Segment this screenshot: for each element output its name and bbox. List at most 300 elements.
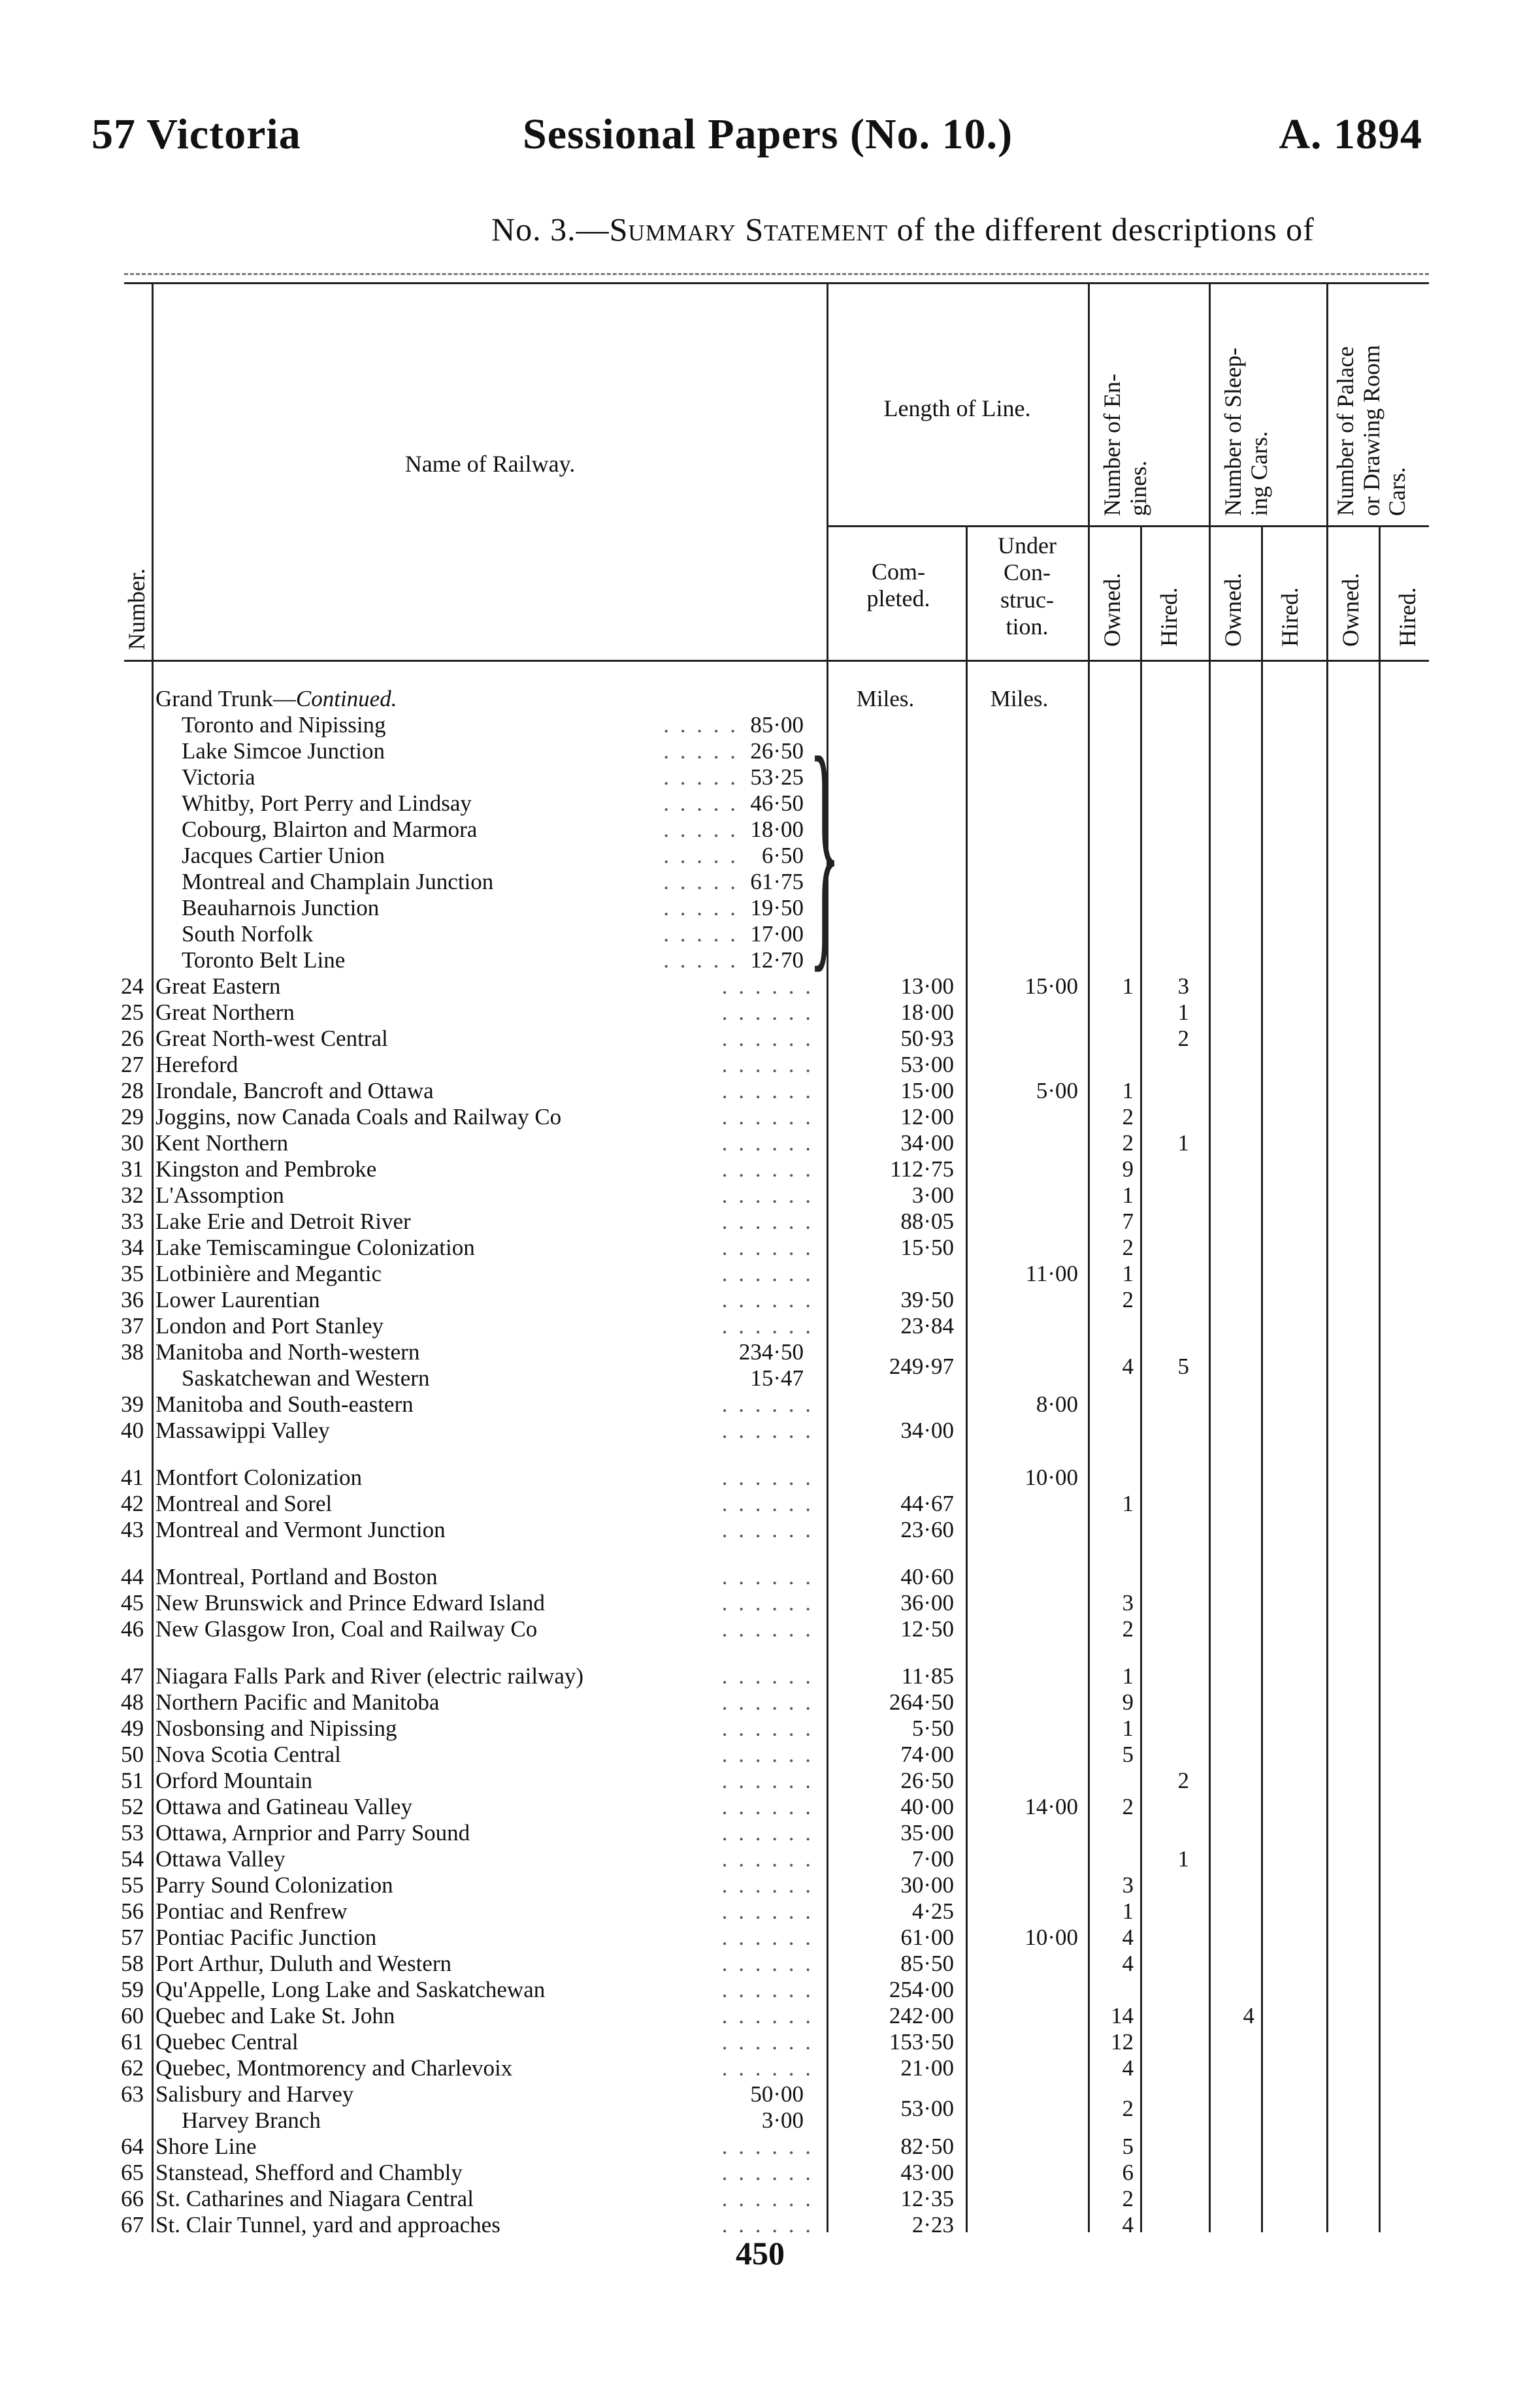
header-rule — [124, 273, 1429, 275]
miles-completed: 34·00 — [900, 1130, 954, 1156]
leader-dots: . . . . . . — [721, 1768, 813, 1793]
col-header-eng-hired: Hired. — [1156, 587, 1182, 647]
units-completed: Miles. — [856, 686, 915, 711]
leader-dots: . . . . . . — [721, 1794, 813, 1819]
branch-row — [0, 921, 1540, 947]
leader-dots: . . . . . . — [721, 1616, 813, 1642]
row-number: 48 — [121, 1689, 144, 1715]
miles-construction: 5·00 — [1036, 1078, 1078, 1103]
leader-dots: . . . . . . — [721, 1209, 813, 1234]
railway-name: New Brunswick and Prince Edward Island — [156, 1590, 545, 1616]
table-row — [0, 1616, 1540, 1642]
railway-name: Lake Temiscamingue Colonization — [156, 1235, 475, 1260]
leader-dots: . . . . . — [663, 817, 738, 842]
branch-name: Montreal and Champlain Junction — [182, 869, 494, 894]
row-number: 47 — [121, 1663, 144, 1689]
railway-name: Quebec Central — [156, 2029, 299, 2055]
row-number: 55 — [121, 1872, 144, 1898]
miles-completed: 3·00 — [911, 1182, 954, 1208]
units-construction: Miles. — [990, 686, 1049, 711]
miles-construction: 15·00 — [1024, 973, 1078, 999]
table-row — [0, 1742, 1540, 1768]
table-row-continuation — [0, 1365, 1540, 1391]
miles-completed: 13·00 — [900, 973, 954, 999]
branch-miles: 85·00 — [750, 712, 804, 738]
row-number: 66 — [121, 2186, 144, 2211]
branch-name: Whitby, Port Perry and Lindsay — [182, 790, 472, 816]
miles-completed: 12·00 — [900, 1104, 954, 1130]
railway-name: Kingston and Pembroke — [156, 1156, 377, 1182]
leader-dots: . . . . . — [663, 790, 738, 816]
branch-miles: 17·00 — [750, 921, 804, 947]
col-header-name: Name of Railway. — [404, 451, 576, 477]
leader-dots: . . . . . . — [721, 1925, 813, 1950]
col-header-completed: Com- pleted. — [866, 559, 930, 612]
miles-completed: 249·97 — [889, 1354, 954, 1379]
leader-dots: . . . . . . — [721, 2134, 813, 2159]
engines-owned: 2 — [1122, 1616, 1134, 1642]
table-row — [0, 1846, 1540, 1872]
branch-row — [0, 764, 1540, 790]
engines-owned: 4 — [1122, 1925, 1134, 1950]
row-number: 49 — [121, 1716, 144, 1741]
railway-name: L'Assomption — [156, 1182, 284, 1208]
header-left: 57 Victoria — [91, 110, 301, 158]
table-row — [0, 1156, 1540, 1182]
table-row — [0, 1898, 1540, 1925]
miles-completed: 2·23 — [911, 2212, 954, 2237]
engines-owned: 1 — [1122, 1663, 1134, 1689]
row-number: 54 — [121, 1846, 144, 1872]
miles-completed: 15·50 — [900, 1235, 954, 1260]
table-row — [0, 1689, 1540, 1716]
row-number: 45 — [121, 1590, 144, 1616]
miles-completed: 44·67 — [900, 1491, 954, 1516]
engines-hired: 3 — [1177, 973, 1189, 999]
col-header-palace-hired: Hired. — [1394, 587, 1420, 647]
row-number: 28 — [121, 1078, 144, 1103]
leader-dots: . . . . . . — [721, 1000, 813, 1025]
engines-owned: 1 — [1122, 973, 1134, 999]
engines-owned: 2 — [1122, 2096, 1134, 2121]
row-number: 41 — [121, 1465, 144, 1490]
branch-name: Cobourg, Blairton and Marmora — [182, 817, 478, 842]
col-header-palace: Number of Palace or Drawing Room Cars. — [1332, 345, 1411, 516]
railway-name: New Glasgow Iron, Coal and Railway Co — [156, 1616, 538, 1642]
table-row — [0, 1564, 1540, 1590]
railway-name: Manitoba and North-western — [156, 1339, 420, 1365]
miles-completed: 5·50 — [911, 1716, 954, 1741]
row-number: 67 — [121, 2212, 144, 2237]
miles-completed: 40·00 — [900, 1794, 954, 1819]
railway-name: Ottawa and Gatineau Valley — [156, 1794, 412, 1819]
table-row — [0, 2160, 1540, 2186]
miles-completed: 112·75 — [890, 1156, 954, 1182]
railway-name: Montreal and Sorel — [156, 1491, 333, 1516]
branch-miles: 18·00 — [750, 817, 804, 842]
miles-completed: 11·85 — [901, 1663, 954, 1689]
table-row — [0, 1235, 1540, 1261]
railway-name: Great Eastern — [156, 973, 281, 999]
engines-owned: 6 — [1122, 2160, 1134, 2185]
sub-miles: 15·47 — [750, 1365, 804, 1391]
table-row — [0, 1391, 1540, 1418]
row-number: 61 — [121, 2029, 144, 2055]
branch-name: Toronto and Nipissing — [182, 712, 386, 738]
row-number: 30 — [121, 1130, 144, 1156]
col-header-engines: Number of En- gines. — [1099, 374, 1151, 516]
row-number: 65 — [121, 2160, 144, 2185]
engines-owned: 4 — [1122, 2055, 1134, 2081]
engines-owned: 9 — [1122, 1156, 1134, 1182]
row-number: 56 — [121, 1898, 144, 1924]
row-number: 44 — [121, 1564, 144, 1589]
row-number: 46 — [121, 1616, 144, 1642]
row-number: 35 — [121, 1261, 144, 1286]
table-row — [0, 1313, 1540, 1339]
row-number: 50 — [121, 1742, 144, 1767]
engines-owned: 2 — [1122, 1235, 1134, 1260]
engines-owned: 1 — [1122, 1182, 1134, 1208]
row-number: 63 — [121, 2081, 144, 2107]
table-row — [0, 2003, 1540, 2029]
col-header-sleep-owned: Owned. — [1220, 573, 1246, 647]
table-row-continuation — [0, 2107, 1540, 2134]
engines-owned: 2 — [1122, 1794, 1134, 1819]
leader-dots: . . . . . . — [721, 2055, 813, 2081]
miles-completed: 53·00 — [900, 2096, 954, 2121]
miles-completed: 35·00 — [900, 1820, 954, 1846]
leader-dots: . . . . . . — [721, 1742, 813, 1767]
col-header-eng-owned: Owned. — [1099, 573, 1125, 647]
branch-brace: } — [809, 704, 840, 994]
table-row — [0, 1951, 1540, 1977]
miles-completed: 85·50 — [900, 1951, 954, 1976]
col-header-length: Length of Line. — [883, 395, 1031, 421]
col-header-sleep-hired: Hired. — [1277, 587, 1303, 647]
row-number: 24 — [121, 973, 144, 999]
header-right: A. 1894 — [1279, 110, 1422, 158]
row-number: 42 — [121, 1491, 144, 1516]
row-number: 64 — [121, 2134, 144, 2159]
miles-construction: 14·00 — [1024, 1794, 1078, 1819]
railway-name: Montfort Colonization — [156, 1465, 362, 1490]
engines-owned: 1 — [1122, 1491, 1134, 1516]
row-number: 57 — [121, 1925, 144, 1950]
miles-completed: 61·00 — [900, 1925, 954, 1950]
leader-dots: . . . . . . — [721, 1716, 813, 1741]
leader-dots: . . . . . — [663, 895, 738, 920]
railway-name: Stanstead, Shefford and Chambly — [156, 2160, 463, 2185]
table-row — [0, 1078, 1540, 1104]
row-number: 51 — [121, 1768, 144, 1793]
engines-owned: 1 — [1122, 1261, 1134, 1286]
engines-owned: 7 — [1122, 1209, 1134, 1234]
leader-dots: . . . . . . — [721, 1663, 813, 1689]
railway-name: Montreal, Portland and Boston — [156, 1564, 438, 1589]
miles-completed: 153·50 — [889, 2029, 954, 2055]
branch-row — [0, 947, 1540, 973]
engines-owned: 4 — [1122, 1951, 1134, 1976]
railway-name: Qu'Appelle, Long Lake and Saskatchewan — [156, 1977, 546, 2002]
leader-dots: . . . . . . — [721, 1156, 813, 1182]
miles-completed: 12·50 — [900, 1616, 954, 1642]
railway-name: Lake Erie and Detroit River — [156, 1209, 411, 1234]
row-number: 34 — [121, 1235, 144, 1260]
leader-dots: . . . . . . — [721, 1235, 813, 1260]
leader-dots: . . . . . — [663, 738, 738, 764]
branch-miles: 26·50 — [750, 738, 804, 764]
col-header-number: Number. — [123, 568, 150, 650]
row-number: 40 — [121, 1418, 144, 1443]
table-row — [0, 1716, 1540, 1742]
row-number: 38 — [121, 1339, 144, 1365]
leader-dots: . . . . . . — [721, 1564, 813, 1589]
table-row — [0, 2186, 1540, 2212]
branch-row — [0, 817, 1540, 843]
row-number: 32 — [121, 1182, 144, 1208]
leader-dots: . . . . . — [663, 947, 738, 973]
branch-miles: 46·50 — [750, 790, 804, 816]
table-row — [0, 1130, 1540, 1156]
branch-name: Victoria — [182, 764, 255, 790]
leader-dots: . . . . . . — [721, 1590, 813, 1616]
table-row — [0, 1517, 1540, 1543]
leader-dots: . . . . . . — [721, 1104, 813, 1130]
leader-dots: . . . . . . — [721, 1846, 813, 1872]
railway-name: Great North-west Central — [156, 1026, 388, 1051]
leader-dots: . . . . . . — [721, 1052, 813, 1077]
miles-completed: 34·00 — [900, 1418, 954, 1443]
row-number: 29 — [121, 1104, 144, 1130]
miles-construction: 11·00 — [1025, 1261, 1078, 1286]
header-bottom-rule — [124, 660, 1429, 662]
row-number: 62 — [121, 2055, 144, 2081]
branch-miles: 53·25 — [750, 764, 804, 790]
miles-completed: 18·00 — [900, 1000, 954, 1025]
col-header-sleeping: Number of Sleep- ing Cars. — [1220, 348, 1272, 516]
group-header-row — [0, 686, 1540, 712]
table-row — [0, 2029, 1540, 2055]
branch-row — [0, 843, 1540, 869]
miles-completed: 242·00 — [889, 2003, 954, 2028]
railway-name: Lower Laurentian — [156, 1287, 320, 1312]
table-row — [0, 1872, 1540, 1898]
table-top-rule — [124, 282, 1429, 284]
engines-hired: 1 — [1177, 1000, 1189, 1025]
engines-hired: 1 — [1177, 1130, 1189, 1156]
branch-row — [0, 712, 1540, 738]
railway-name: Joggins, now Canada Coals and Railway Co — [156, 1104, 562, 1130]
miles-completed: 23·60 — [900, 1517, 954, 1542]
miles-completed: 7·00 — [911, 1846, 954, 1872]
table-row — [0, 1287, 1540, 1313]
subtitle-smallcaps: Summary Statement — [609, 211, 889, 248]
table-row — [0, 1590, 1540, 1616]
row-number: 25 — [121, 1000, 144, 1025]
leader-dots: . . . . . . — [721, 1820, 813, 1846]
row-number: 52 — [121, 1794, 144, 1819]
branch-name: South Norfolk — [182, 921, 314, 947]
engines-hired: 5 — [1177, 1354, 1189, 1379]
subtitle-suffix: of the different descriptions of — [888, 211, 1315, 248]
miles-completed: 36·00 — [900, 1590, 954, 1616]
row-number: 37 — [121, 1313, 144, 1339]
engines-owned: 5 — [1122, 2134, 1134, 2159]
leader-dots: . . . . . . — [721, 1491, 813, 1516]
leader-dots: . . . . . . — [721, 1898, 813, 1924]
leader-dots: . . . . . . — [721, 1391, 813, 1417]
branch-name: Jacques Cartier Union — [182, 843, 385, 868]
leader-dots: . . . . . . — [721, 2212, 813, 2237]
miles-construction: 10·00 — [1024, 1925, 1078, 1950]
miles-completed: 50·93 — [900, 1026, 954, 1051]
row-number: 26 — [121, 1026, 144, 1051]
railway-name: Massawippi Valley — [156, 1418, 330, 1443]
miles-construction: 8·00 — [1036, 1391, 1078, 1417]
row-number: 43 — [121, 1517, 144, 1542]
miles-completed: 4·25 — [911, 1898, 954, 1924]
engines-owned: 9 — [1122, 1689, 1134, 1715]
leader-dots: . . . . . . — [721, 1465, 813, 1490]
leader-dots: . . . . . . — [721, 1689, 813, 1715]
leader-dots: . . . . . . — [721, 2003, 813, 2028]
miles-completed: 43·00 — [900, 2160, 954, 2185]
leader-dots: . . . . . . — [721, 1872, 813, 1898]
leader-dots: . . . . . . — [721, 1517, 813, 1542]
railway-name: Lotbinière and Megantic — [156, 1261, 382, 1286]
railway-name: Pontiac Pacific Junction — [156, 1925, 377, 1950]
row-number: 60 — [121, 2003, 144, 2028]
miles-completed: 26·50 — [900, 1768, 954, 1793]
railway-name: Shore Line — [156, 2134, 257, 2159]
table-row — [0, 2134, 1540, 2160]
railway-name: Quebec and Lake St. John — [156, 2003, 395, 2028]
railway-name: Salisbury and Harvey — [156, 2081, 354, 2107]
table-row — [0, 2055, 1540, 2081]
railway-name: Harvey Branch — [182, 2107, 321, 2133]
table-row — [0, 973, 1540, 1000]
miles-completed: 53·00 — [900, 1052, 954, 1077]
leader-dots: . . . . . — [663, 921, 738, 947]
railway-name: Pontiac and Renfrew — [156, 1898, 348, 1924]
railway-name: Northern Pacific and Manitoba — [156, 1689, 440, 1715]
railway-name: Manitoba and South-eastern — [156, 1391, 414, 1417]
railway-name: London and Port Stanley — [156, 1313, 384, 1339]
engines-owned: 2 — [1122, 2186, 1134, 2211]
leader-dots: . . . . . . — [721, 1287, 813, 1312]
leader-dots: . . . . . — [663, 843, 738, 868]
miles-construction: 10·00 — [1024, 1465, 1078, 1490]
branch-row — [0, 738, 1540, 764]
miles-completed: 15·00 — [900, 1078, 954, 1103]
miles-completed: 39·50 — [900, 1287, 954, 1312]
row-number: 31 — [121, 1156, 144, 1182]
engines-hired: 2 — [1177, 1026, 1189, 1051]
railway-name: Irondale, Bancroft and Ottawa — [156, 1078, 434, 1103]
railway-name: Quebec, Montmorency and Charlevoix — [156, 2055, 513, 2081]
group-title-continued: Continued. — [295, 686, 397, 711]
branch-name: Lake Simcoe Junction — [182, 738, 385, 764]
leader-dots: . . . . . . — [721, 1977, 813, 2002]
table-row — [0, 1182, 1540, 1209]
subheader-rule — [827, 525, 1429, 527]
railway-name: Nosbonsing and Nipissing — [156, 1716, 397, 1741]
railway-name: Orford Mountain — [156, 1768, 313, 1793]
engines-owned: 3 — [1122, 1590, 1134, 1616]
railway-name: Port Arthur, Duluth and Western — [156, 1951, 452, 1976]
engines-owned: 5 — [1122, 1742, 1134, 1767]
page-number: 450 — [736, 2235, 785, 2271]
leader-dots: . . . . . . — [721, 973, 813, 999]
leader-dots: . . . . . . — [721, 2160, 813, 2185]
railway-name: Niagara Falls Park and River (electric railway) — [156, 1663, 584, 1689]
leader-dots: . . . . . — [663, 869, 738, 894]
row-number: 27 — [121, 1052, 144, 1077]
engines-owned: 1 — [1122, 1716, 1134, 1741]
miles-completed: 30·00 — [900, 1872, 954, 1898]
leader-dots: . . . . . . — [721, 1261, 813, 1286]
row-number: 59 — [121, 1977, 144, 2002]
miles-completed: 40·60 — [900, 1564, 954, 1589]
railway-name: Montreal and Vermont Junction — [156, 1517, 446, 1542]
miles-completed: 88·05 — [900, 1209, 954, 1234]
sub-miles: 3·00 — [761, 2107, 804, 2133]
table-row — [0, 1104, 1540, 1130]
table-row — [0, 1663, 1540, 1689]
railway-name: Ottawa, Arnprior and Parry Sound — [156, 1820, 470, 1846]
table-row — [0, 1768, 1540, 1794]
leader-dots: . . . . . . — [721, 2186, 813, 2211]
railway-name: Saskatchewan and Western — [182, 1365, 430, 1391]
branch-miles: 19·50 — [750, 895, 804, 920]
leader-dots: . . . . . — [663, 712, 738, 738]
subtitle-prefix: No. 3.— — [491, 211, 610, 248]
table-row — [0, 1000, 1540, 1026]
engines-owned: 2 — [1122, 1104, 1134, 1130]
branch-row — [0, 790, 1540, 817]
table-row — [0, 1977, 1540, 2003]
railway-name: St. Clair Tunnel, yard and approaches — [156, 2212, 500, 2237]
railway-name: Kent Northern — [156, 1130, 289, 1156]
engines-owned: 2 — [1122, 1287, 1134, 1312]
railway-name: Nova Scotia Central — [156, 1742, 341, 1767]
miles-completed: 82·50 — [900, 2134, 954, 2159]
engines-owned: 1 — [1122, 1898, 1134, 1924]
table-row — [0, 1026, 1540, 1052]
branch-row — [0, 895, 1540, 921]
railway-name: Ottawa Valley — [156, 1846, 286, 1872]
row-number: 33 — [121, 1209, 144, 1234]
branch-miles: 6·50 — [761, 843, 804, 868]
row-number: 53 — [121, 1820, 144, 1846]
leader-dots: . . . . . . — [721, 1026, 813, 1051]
miles-completed: 74·00 — [900, 1742, 954, 1767]
row-number: 58 — [121, 1951, 144, 1976]
leader-dots: . . . . . . — [721, 1313, 813, 1339]
sleeping-owned: 4 — [1243, 2003, 1254, 2028]
miles-completed: 254·00 — [889, 1977, 954, 2002]
engines-owned: 3 — [1122, 1872, 1134, 1898]
table-row — [0, 1052, 1540, 1078]
railway-name: Great Northern — [156, 1000, 295, 1025]
miles-completed: 23·84 — [900, 1313, 954, 1339]
railway-name: Parry Sound Colonization — [156, 1872, 393, 1898]
header-center: Sessional Papers (No. 10.) — [523, 110, 1013, 158]
table-row — [0, 1820, 1540, 1846]
table-row — [0, 1465, 1540, 1491]
engines-owned: 4 — [1122, 1354, 1134, 1379]
